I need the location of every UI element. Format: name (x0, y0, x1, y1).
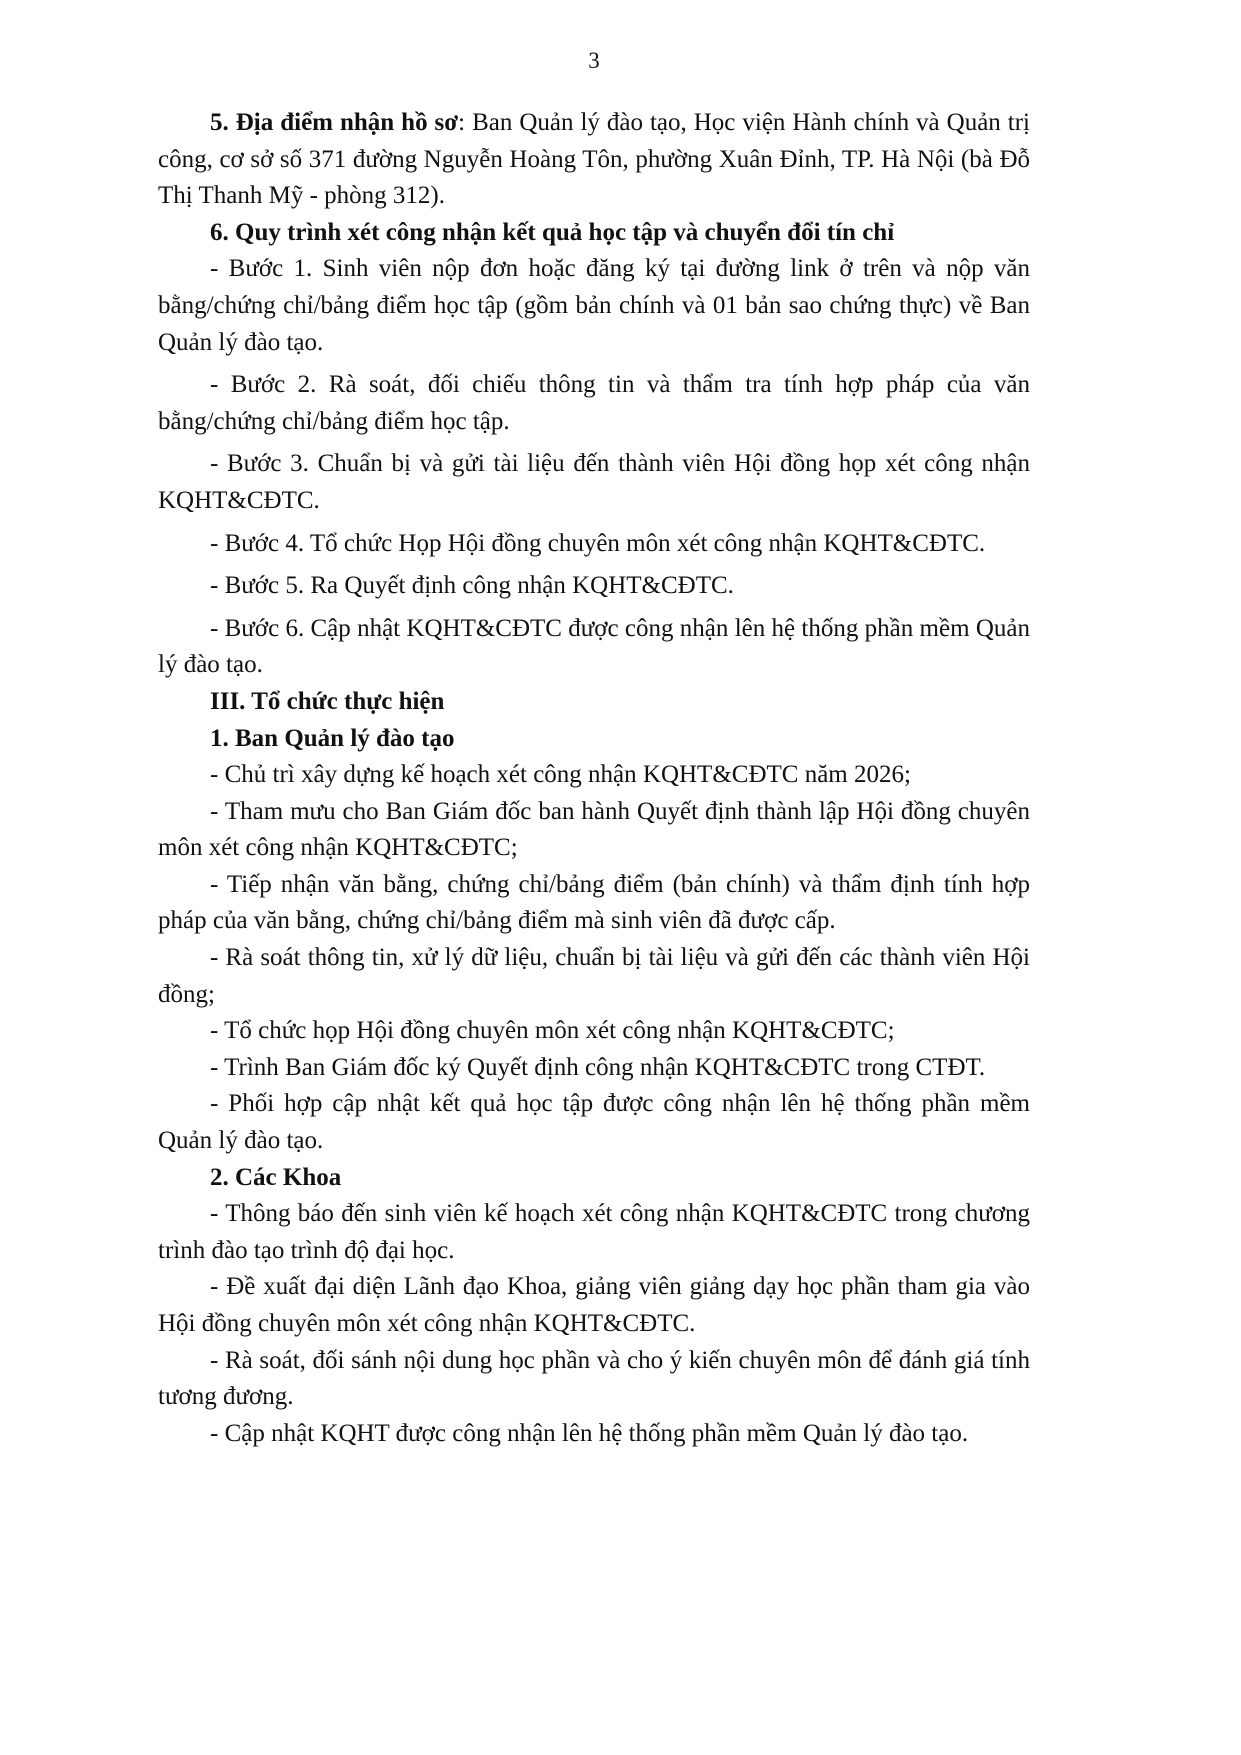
step-6: - Bước 6. Cập nhật KQHT&CĐTC được công nhận lên hệ thống phần mềm Quản lý đào tạo. (158, 614, 1030, 679)
sub2-item-3: - Rà soát, đối sánh nội dung học phần và cho ý kiến chuyên môn để đánh giá tính tương đương. (158, 1346, 1030, 1411)
sub2-heading: 2. Các Khoa (210, 1163, 342, 1191)
sub1-item-3: - Tiếp nhận văn bằng, chứng chỉ/bảng điểm (bản chính) và thẩm định tính hợp pháp của văn bằng, chứng chỉ/bảng điểm mà sinh viên đã được cấp. (158, 870, 1030, 935)
part3-heading: III. Tổ chức thực hiện (210, 687, 445, 715)
step-1: - Bước 1. Sinh viên nộp đơn hoặc đăng ký tại đường link ở trên và nộp văn bằng/chứng chỉ/bảng điểm học tập (gồm bản chính và 01 bản sao chứng thực) về Ban Quản lý đào tạo. (158, 255, 1030, 356)
sub2-item-4: - Cập nhật KQHT được công nhận lên hệ thống phần mềm Quản lý đào tạo. (210, 1419, 969, 1447)
item5-text: : Ban Quản lý đào tạo, Học viện Hành chính và Quản trị công, cơ sở số 371 đường Nguyễn Hoàng Tôn, phường Xuân Đỉnh, TP. Hà Nội (bà Đỗ Thị Thanh Mỹ - phòng 312). (158, 109, 1030, 210)
sub1-item-6: - Trình Ban Giám đốc ký Quyết định công nhận KQHT&CĐTC trong CTĐT. (210, 1053, 986, 1081)
item5-label: 5. Địa điểm nhận hồ sơ (210, 109, 459, 136)
sub1-item-2: - Tham mưu cho Ban Giám đốc ban hành Quyết định thành lập Hội đồng chuyên môn xét công nhận KQHT&CĐTC; (158, 797, 1030, 862)
sub2-item-2: - Đề xuất đại diện Lãnh đạo Khoa, giảng viên giảng dạy học phần tham gia vào Hội đồng chuyên môn xét công nhận KQHT&CĐTC. (158, 1273, 1030, 1337)
step-4: - Bước 4. Tổ chức Họp Hội đồng chuyên môn xét công nhận KQHT&CĐTC. (210, 529, 986, 557)
sub1-item-4: - Rà soát thông tin, xử lý dữ liệu, chuẩn bị tài liệu và gửi đến các thành viên Hội đồng; (158, 944, 1030, 1008)
sub1-item-7: - Phối hợp cập nhật kết quả học tập được công nhận lên hệ thống phần mềm Quản lý đào tạo. (158, 1090, 1030, 1155)
sub1-item-5: - Tổ chức họp Hội đồng chuyên môn xét công nhận KQHT&CĐTC; (210, 1017, 895, 1045)
sub1-heading: 1. Ban Quản lý đào tạo (210, 724, 455, 752)
step-2: - Bước 2. Rà soát, đối chiếu thông tin và thẩm tra tính hợp pháp của văn bằng/chứng chỉ/bảng điểm học tập. (158, 371, 1030, 435)
page-number: 3 (588, 48, 600, 73)
item6-heading: 6. Quy trình xét công nhận kết quả học tập và chuyển đổi tín chỉ (210, 218, 895, 246)
sub2-item-1: - Thông báo đến sinh viên kế hoạch xét công nhận KQHT&CĐTC trong chương trình đào tạo trình độ đại học. (158, 1200, 1030, 1264)
sub1-item-1: - Chủ trì xây dựng kế hoạch xét công nhận KQHT&CĐTC năm 2026; (210, 761, 911, 789)
document-body (158, 105, 1030, 1452)
item5-paragraph (158, 105, 1030, 215)
step-3: - Bước 3. Chuẩn bị và gửi tài liệu đến thành viên Hội đồng họp xét công nhận KQHT&CĐTC. (158, 450, 1030, 514)
step-5: - Bước 5. Ra Quyết định công nhận KQHT&CĐTC. (210, 572, 734, 600)
